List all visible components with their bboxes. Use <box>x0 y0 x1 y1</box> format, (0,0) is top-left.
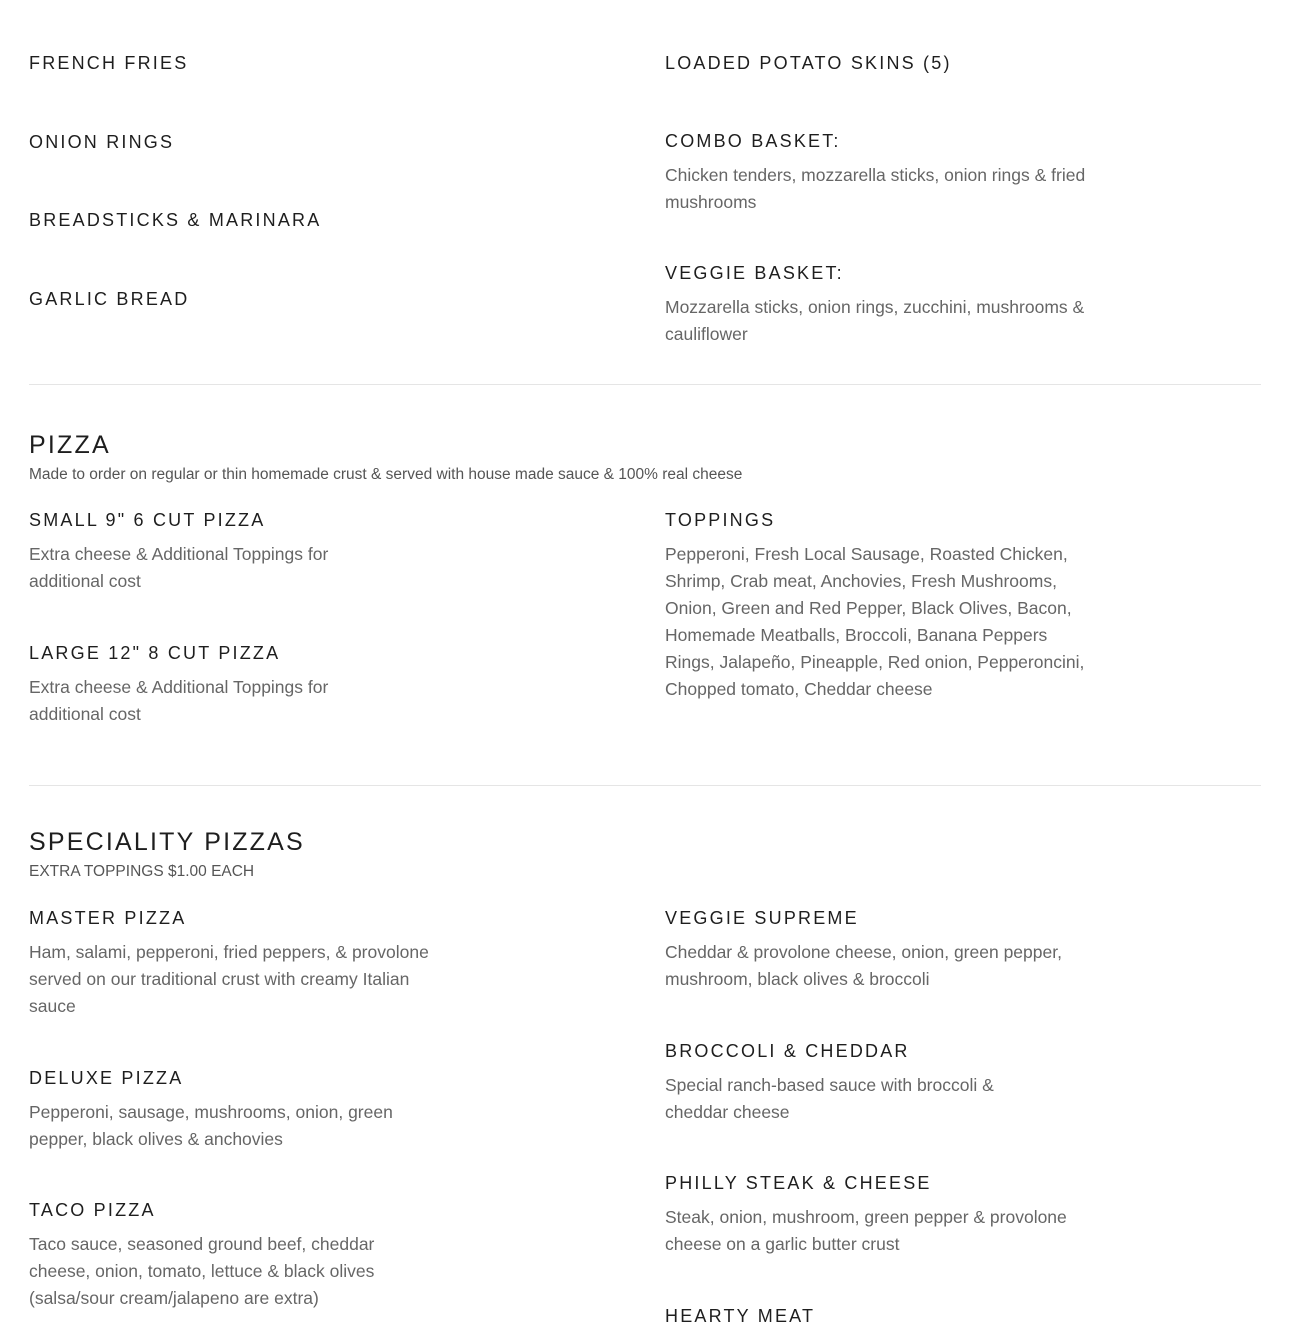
menu-item <box>29 907 665 1067</box>
item-name: ONION RINGS <box>29 131 175 152</box>
item-name: LOADED POTATO SKINS (5) <box>665 53 952 73</box>
item-name: LARGE 12" 8 CUT PIZZA <box>29 643 281 663</box>
item-name: HEARTY MEAT <box>665 1306 816 1326</box>
section-subtitle: EXTRA TOPPINGS $1.00 EACH <box>29 863 255 880</box>
menu-item <box>665 262 1261 382</box>
menu-item <box>29 509 665 642</box>
item-name: TACO PIZZA <box>29 1200 156 1220</box>
menu-item <box>29 1199 665 1312</box>
item-description: Pepperoni, sausage, mushrooms, onion, green pepper, black olives & anchovies <box>29 1102 393 1149</box>
appetizers-section <box>29 0 1261 385</box>
section-title: PIZZA <box>29 431 111 459</box>
item-name: BREADSTICKS & MARINARA <box>29 210 322 230</box>
item-name: DELUXE PIZZA <box>29 1068 184 1088</box>
item-description: Extra cheese & Additional Toppings for additional cost <box>29 677 329 724</box>
pizza-right-column <box>665 509 1261 728</box>
item-description: Taco sauce, seasoned ground beef, cheddar cheese, onion, tomato, lettuce & black olives (salsa/sour cream/jalapeno are extra) <box>29 1234 375 1308</box>
menu-item <box>29 288 665 367</box>
item-name: VEGGIE BASKET: <box>665 263 844 283</box>
item-description: Mozzarella sticks, onion rings, zucchini, mushrooms & cauliflower <box>665 297 1085 344</box>
menu-item <box>29 52 665 131</box>
menu-item <box>665 509 1261 703</box>
item-name: VEGGIE SUPREME <box>665 908 859 928</box>
specialty-pizzas-section <box>29 786 1261 1327</box>
item-description: Special ranch-based sauce with broccoli & cheddar cheese <box>665 1075 994 1122</box>
menu-item <box>29 1067 665 1199</box>
section-title: SPECIALITY PIZZAS <box>29 828 305 856</box>
menu-item <box>665 1040 1261 1172</box>
item-description: Cheddar & provolone cheese, onion, green pepper, mushroom, black olives & broccoli <box>665 942 1062 989</box>
item-name: BROCCOLI & CHEDDAR <box>665 1041 910 1061</box>
menu-item <box>29 131 665 210</box>
menu-page <box>29 0 1261 1327</box>
item-name: COMBO BASKET: <box>665 131 841 151</box>
item-name: GARLIC BREAD <box>29 288 190 309</box>
section-subtitle: Made to order on regular or thin homemade crust & served with house made sauce & 100% real cheese <box>29 466 743 483</box>
item-name: FRENCH FRIES <box>29 53 189 73</box>
menu-item <box>29 642 665 728</box>
menu-item <box>665 1172 1261 1305</box>
pizza-section <box>29 385 1261 786</box>
specialty-right-column <box>665 907 1261 1327</box>
appetizers-right-column <box>665 52 1261 382</box>
menu-item <box>665 1305 1261 1327</box>
item-description: Extra cheese & Additional Toppings for additional cost <box>29 544 329 591</box>
pizza-left-column <box>29 509 665 728</box>
item-description: Chicken tenders, mozzarella sticks, onion rings & fried mushrooms <box>665 165 1086 212</box>
menu-item <box>665 907 1261 1040</box>
item-description: Pepperoni, Fresh Local Sausage, Roasted Chicken, Shrimp, Crab meat, Anchovies, Fresh Mushrooms, Onion, Green and Red Pepper, Black Olives, Bacon, Homemade Meatballs, Broccoli, Banana Peppers Rings, Jalapeño, Pineapple, Red onion, Pepperoncini, Chopped tomato, Cheddar cheese <box>665 544 1085 699</box>
menu-item <box>665 52 1261 130</box>
menu-item <box>665 130 1261 262</box>
item-description: Steak, onion, mushroom, green pepper & provolone cheese on a garlic butter crust <box>665 1207 1067 1254</box>
item-name: SMALL 9" 6 CUT PIZZA <box>29 510 266 530</box>
menu-item <box>29 209 665 288</box>
appetizers-left-column <box>29 52 665 382</box>
item-name: PHILLY STEAK & CHEESE <box>665 1173 932 1193</box>
item-name: MASTER PIZZA <box>29 908 187 928</box>
item-description: Ham, salami, pepperoni, fried peppers, & provolone served on our traditional crust with creamy Italian sauce <box>29 942 429 1016</box>
specialty-left-column <box>29 907 665 1327</box>
item-name: TOPPINGS <box>665 510 776 530</box>
